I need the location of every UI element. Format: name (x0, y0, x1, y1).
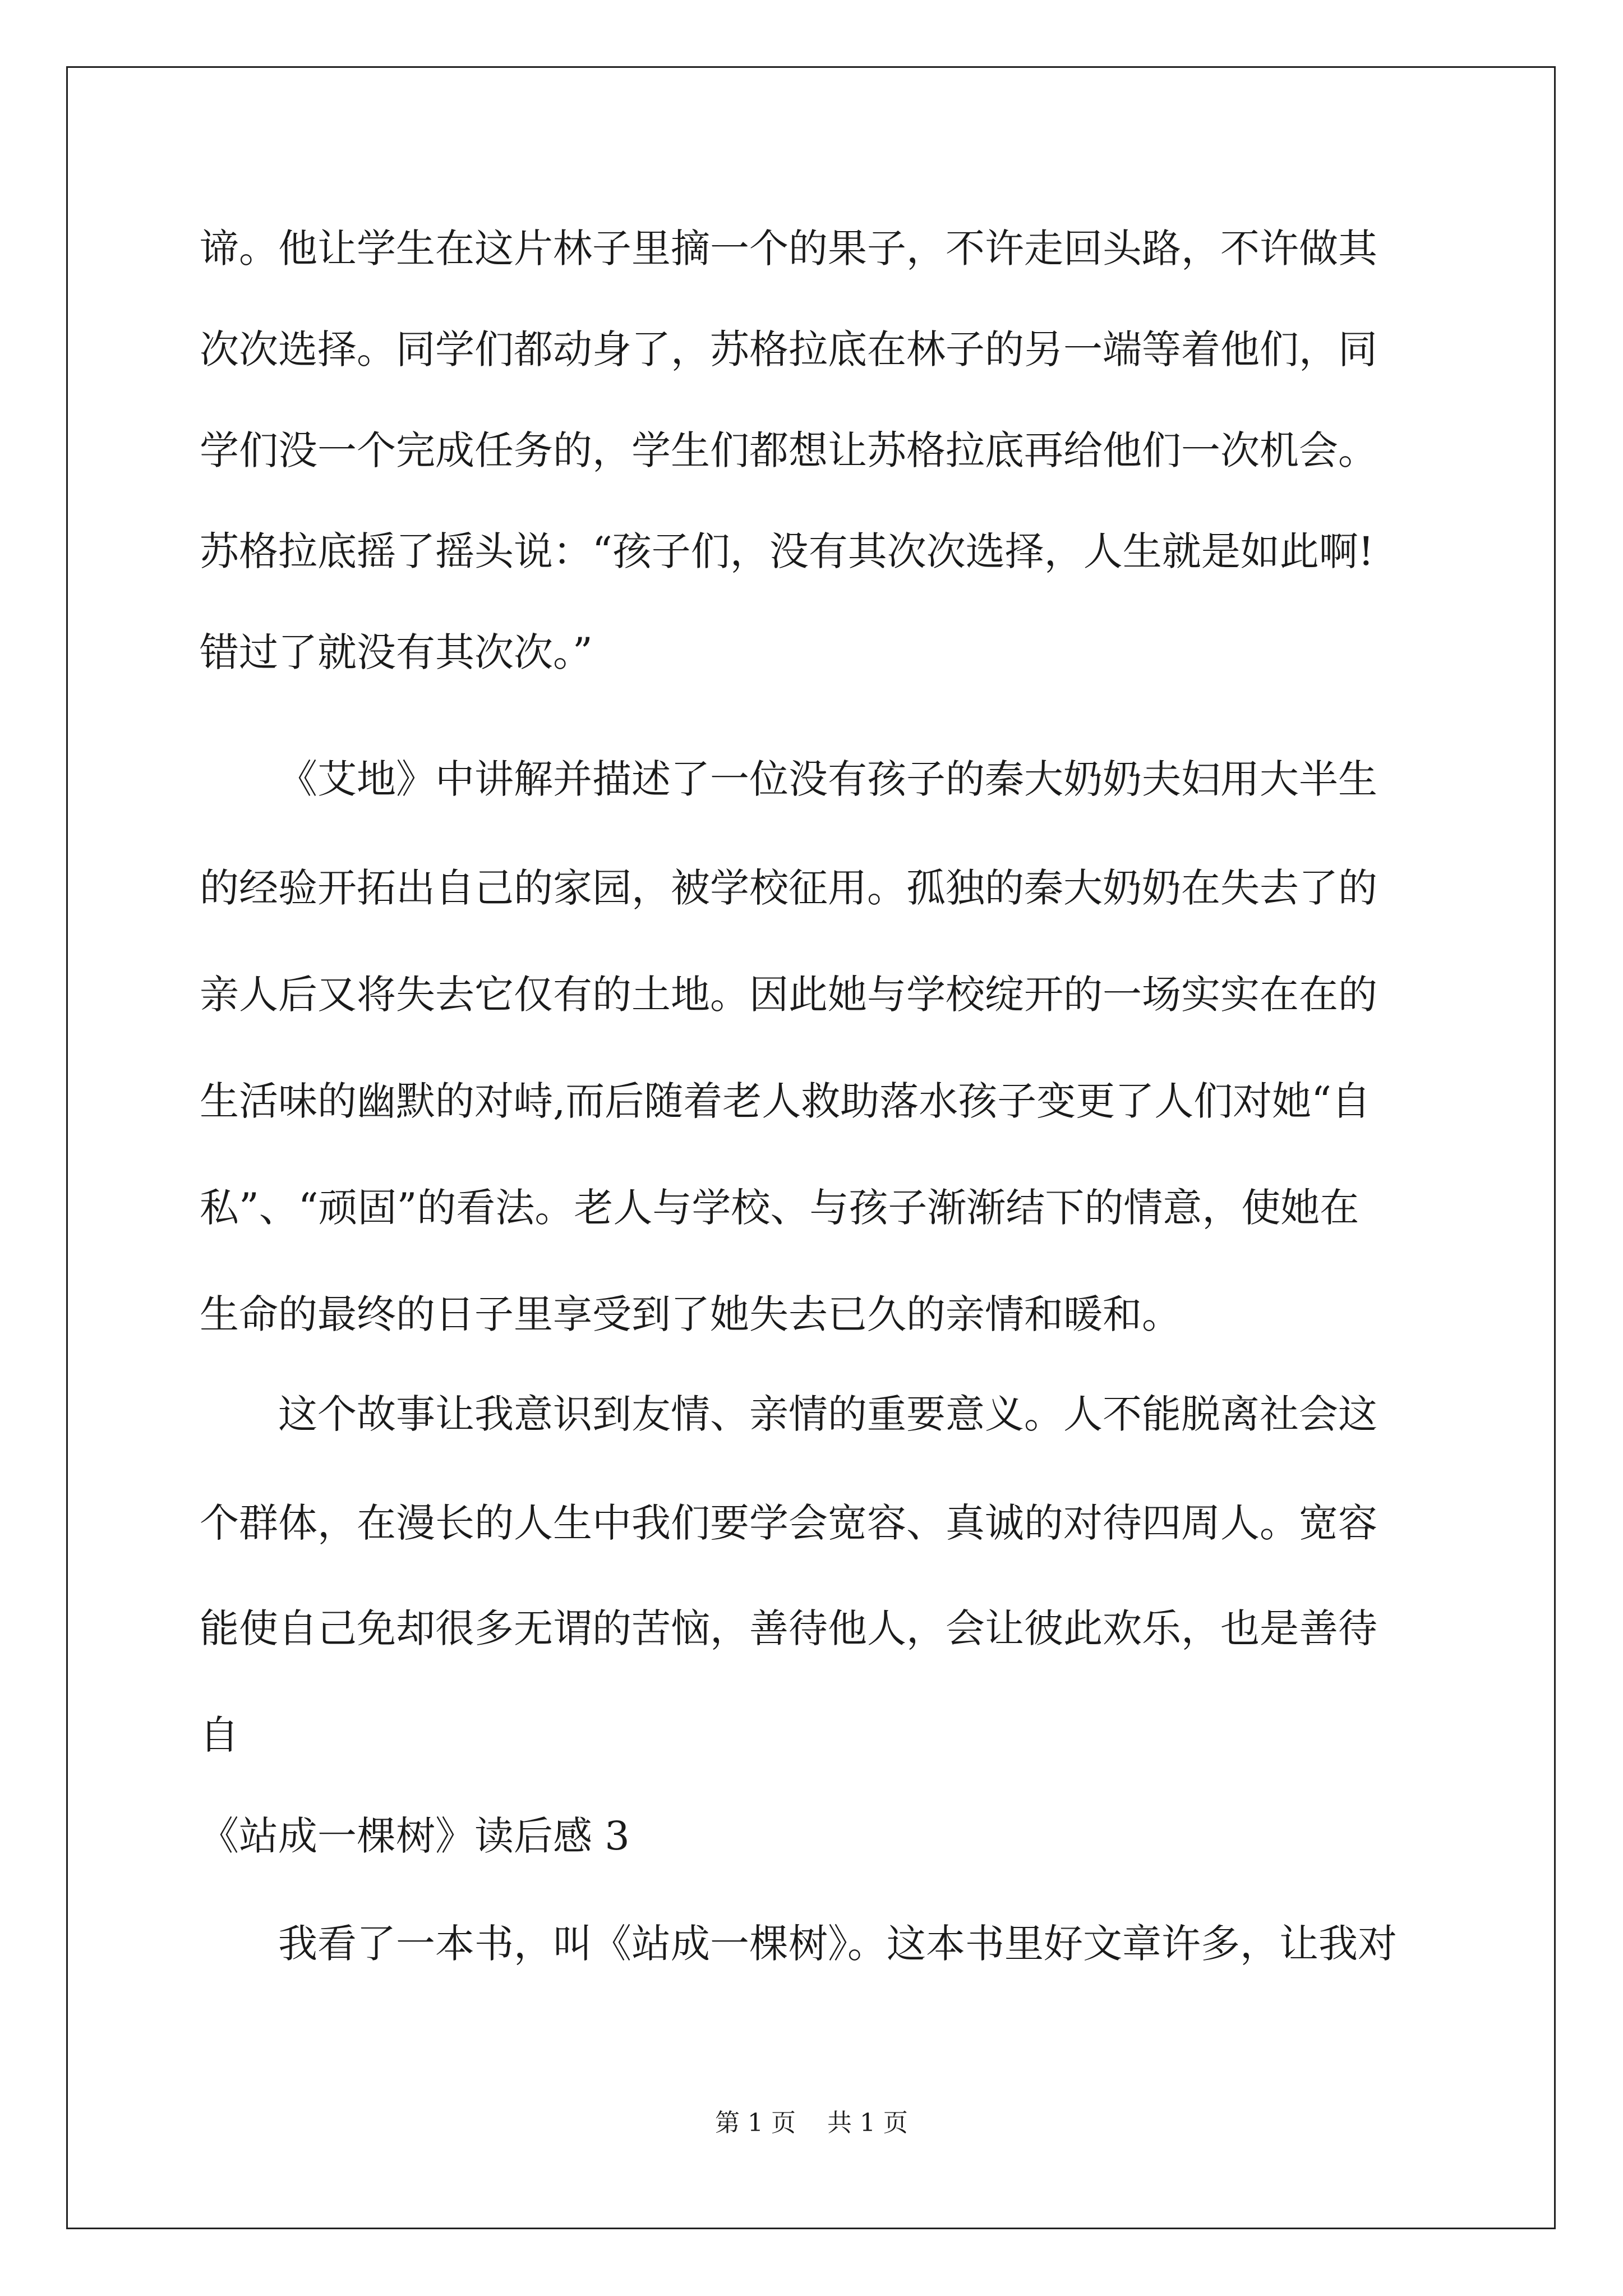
text-line: 生活味的幽默的对峙,而后随着老人救助落水孩子变更了人们对她“自 (200, 1078, 1371, 1124)
text-line: 私”、“顽固”的看法。老人与学校、与孩子渐渐结下的情意，使她在 (200, 1185, 1359, 1231)
text-line: 次次选择。同学们都动身了，苏格拉底在林子的另一端等着他们，同 (200, 326, 1377, 372)
page-frame (66, 66, 1556, 2229)
section-heading: 《站成一棵树》读后感 3 (200, 1813, 630, 1859)
text-line: 的经验开拓出自己的家园，被学校征用。孤独的秦大奶奶在失去了的 (200, 865, 1377, 911)
page-number: 第 1 页 (715, 2109, 796, 2137)
text-line: 《艾地》中讲解并描述了一位没有孩子的秦大奶奶夫妇用大半生 (278, 756, 1377, 802)
text-line: 能使自己免却很多无谓的苦恼，善待他人，会让彼此欢乐，也是善待 (200, 1605, 1377, 1651)
page-total: 共 1 页 (827, 2109, 908, 2137)
text-line: 亲人后又将失去它仅有的土地。因此她与学校绽开的一场实实在在的 (200, 972, 1377, 1018)
text-line: 错过了就没有其次次。” (200, 629, 593, 675)
text-line: 谛。他让学生在这片林子里摘一个的果子，不许走回头路，不许做其 (200, 226, 1377, 272)
text-line: 学们没一个完成任务的，学生们都想让苏格拉底再给他们一次机会。 (200, 427, 1377, 473)
text-line: 自 (200, 1712, 239, 1758)
text-line: 个群体，在漫长的人生中我们要学会宽容、真诚的对待四周人。宽容 (200, 1500, 1377, 1546)
text-line: 苏格拉底摇了摇头说：“孩子们，没有其次次选择，人生就是如此啊! (200, 528, 1374, 574)
text-line: 这个故事让我意识到友情、亲情的重要意义。人不能脱离社会这 (278, 1391, 1377, 1437)
text-line: 我看了一本书，叫《站成一棵树》。这本书里好文章许多，让我对 (278, 1921, 1397, 1967)
text-line: 生命的最终的日子里享受到了她失去已久的亲情和暖和。 (200, 1291, 1181, 1337)
page-footer (0, 2106, 1623, 2140)
